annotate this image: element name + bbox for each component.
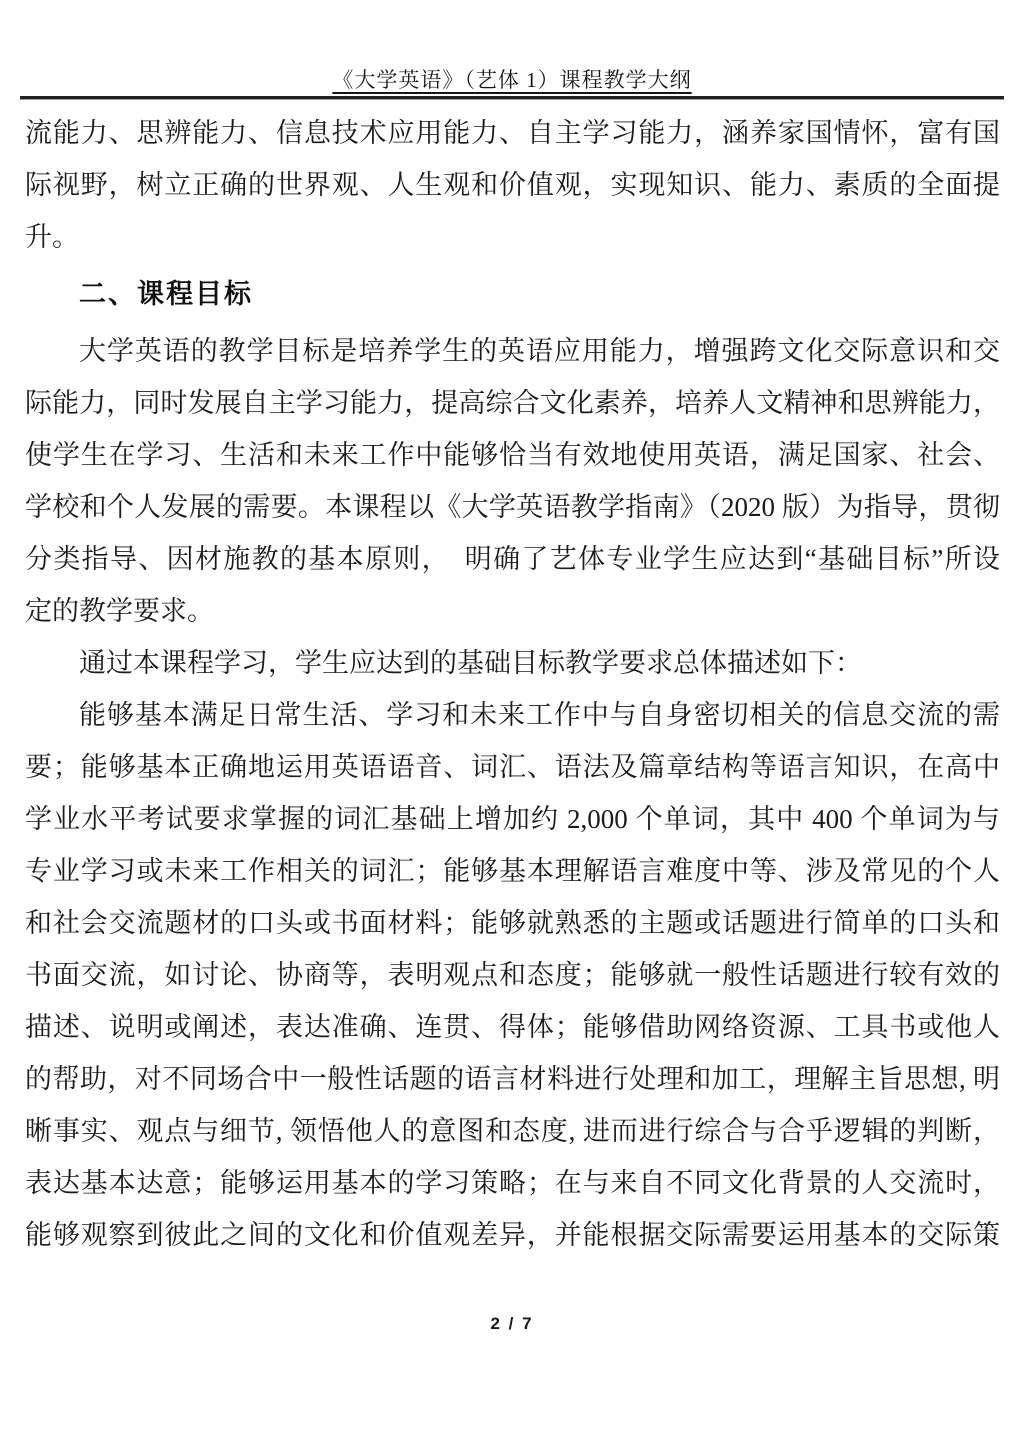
page-number: 2 / 7 xyxy=(490,1314,534,1333)
text-line: 要；能够基本正确地运用英语语音、词汇、语法及篇章结构等语言知识，在高中 xyxy=(25,752,1000,782)
text-line: 使学生在学习、生活和未来工作中能够恰当有效地使用英语，满足国家、社会、 xyxy=(25,440,1000,470)
text-line: 晰事实、观点与细节, 领悟他人的意图和态度, 进而进行综合与合乎逻辑的判断， xyxy=(25,1116,1000,1146)
section-heading: 二、课程目标 xyxy=(79,279,253,309)
document-title: 《大学英语》（艺体 1）课程教学大纲 xyxy=(332,68,692,92)
text-line: 际能力，同时发展自主学习能力，提高综合文化素养，培养人文精神和思辨能力， xyxy=(25,388,1000,418)
text-line: 通过本课程学习，学生应达到的基础目标教学要求总体描述如下： xyxy=(79,648,862,678)
text-line: 升。 xyxy=(25,222,79,252)
page-header xyxy=(0,0,1024,100)
text-line: 专业学习或未来工作相关的词汇；能够基本理解语言难度中等、涉及常见的个人 xyxy=(25,856,1000,886)
text-line: 定的教学要求。 xyxy=(25,596,214,626)
text-line: 书面交流，如讨论、协商等，表明观点和态度；能够就一般性话题进行较有效的 xyxy=(25,960,1000,990)
document-body xyxy=(25,107,1000,1261)
text-line: 流能力、思辨能力、信息技术应用能力、自主学习能力，涵养家国情怀，富有国 xyxy=(25,118,1000,148)
text-line: 能够基本满足日常生活、学习和未来工作中与自身密切相关的信息交流的需 xyxy=(79,700,1000,730)
header-rule xyxy=(20,96,1004,100)
page-footer xyxy=(0,1314,1024,1334)
text-line: 表达基本达意；能够运用基本的学习策略；在与来自不同文化背景的人交流时， xyxy=(25,1168,1000,1198)
text-line: 和社会交流题材的口头或书面材料；能够就熟悉的主题或话题进行简单的口头和 xyxy=(25,908,1000,938)
text-line: 描述、说明或阐述，表达准确、连贯、得体；能够借助网络资源、工具书或他人 xyxy=(25,1012,1000,1042)
text-line: 分类指导、因材施教的基本原则， 明确了艺体专业学生应达到“基础目标”所设 xyxy=(25,544,1000,574)
text-line: 能够观察到彼此之间的文化和价值观差异，并能根据交际需要运用基本的交际策 xyxy=(25,1220,1000,1250)
text-line: 学业水平考试要求掌握的词汇基础上增加约 2,000 个单词，其中 400 个单词为与 xyxy=(25,804,1000,834)
text-line: 大学英语的教学目标是培养学生的英语应用能力，增强跨文化交际意识和交 xyxy=(79,336,1000,366)
text-line: 际视野，树立正确的世界观、人生观和价值观，实现知识、能力、素质的全面提 xyxy=(25,170,1000,200)
text-line: 学校和个人发展的需要。本课程以《大学英语教学指南》（2020 版）为指导，贯彻 xyxy=(25,492,1000,522)
text-line: 的帮助，对不同场合中一般性话题的语言材料进行处理和加工，理解主旨思想, 明 xyxy=(25,1064,1000,1094)
